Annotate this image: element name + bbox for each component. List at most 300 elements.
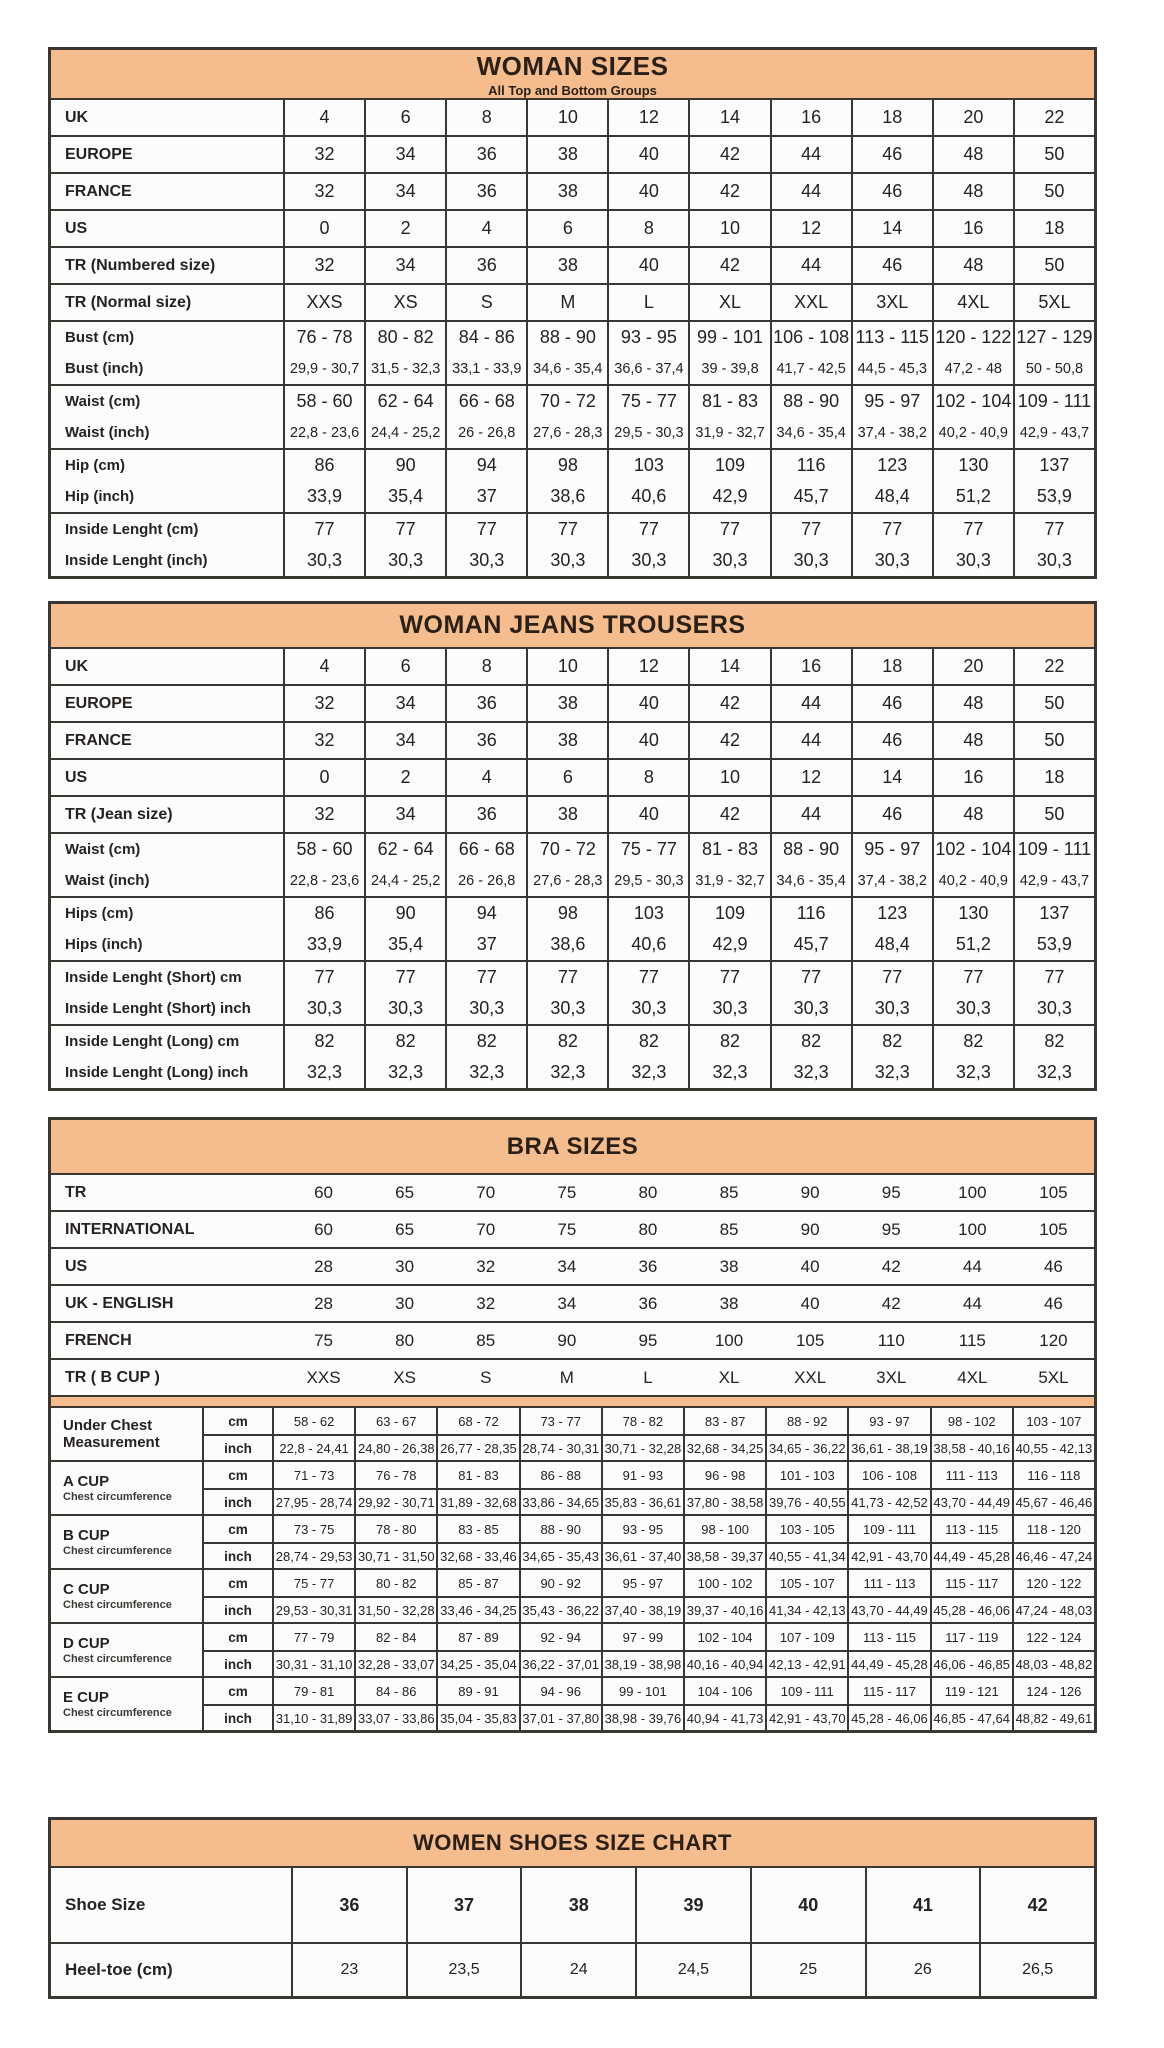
row-group-label — [51, 1570, 202, 1622]
value-cell: 75 - 77 — [272, 1570, 354, 1596]
value-cell: L — [607, 285, 688, 320]
value-cell: 92 - 94 — [519, 1624, 601, 1650]
value-cell: 77 — [526, 962, 607, 993]
value-cell: 39,37 - 40,16 — [683, 1596, 765, 1622]
value-cell: XXS — [283, 285, 364, 320]
value-cell: 45,7 — [770, 481, 851, 512]
row-group-label — [51, 1516, 202, 1568]
value-cell: 65 — [395, 1219, 415, 1239]
value-cell: 44 — [962, 1256, 982, 1276]
value-cell: 14 — [688, 649, 769, 684]
value-cell: 78 - 82 — [601, 1408, 683, 1434]
value-cell: 30,3 — [445, 545, 526, 576]
value-cell: 44 — [770, 797, 851, 832]
value-cell: 99 - 101 — [601, 1678, 683, 1704]
value-cell: 0 — [283, 760, 364, 795]
value-cell: 30,3 — [1013, 545, 1094, 576]
value-cell: 45,28 - 46,06 — [847, 1704, 929, 1730]
value-cell: L — [643, 1367, 653, 1387]
value-cell: 42 — [688, 137, 769, 172]
value-cell: 22 — [1013, 649, 1094, 684]
value-cell: 23 — [291, 1944, 406, 1996]
value-cell: 88 - 90 — [770, 834, 851, 865]
value-cell: 102 - 104 — [683, 1624, 765, 1650]
value-cell: 50 — [1013, 797, 1094, 832]
value-cell: 30,3 — [851, 993, 932, 1024]
row-group — [51, 1247, 1094, 1284]
row-label: UK — [65, 108, 89, 126]
bra-sizes-table — [48, 1117, 1097, 1733]
value-cell: 32,3 — [1013, 1057, 1094, 1088]
value-cell: 96 - 98 — [683, 1462, 765, 1488]
value-cell: 86 — [283, 450, 364, 481]
size-chart-page — [48, 47, 1097, 1999]
value-cell: 14 — [851, 211, 932, 246]
value-cell: 36 — [445, 797, 526, 832]
value-cell: 127 - 129 — [1013, 322, 1094, 353]
row-group — [51, 1210, 1094, 1247]
value-cell: 30,3 — [932, 993, 1013, 1024]
value-cell: 30,3 — [526, 993, 607, 1024]
value-cell: 16 — [770, 649, 851, 684]
value-cell: 81 - 83 — [688, 834, 769, 865]
value-cell: 40 — [607, 137, 688, 172]
value-cell: 36 — [638, 1293, 658, 1313]
row-label: Hip (cm) — [65, 457, 125, 474]
unit-label: cm — [202, 1408, 272, 1434]
value-cell: 77 — [364, 514, 445, 545]
value-cell: 45,28 - 46,06 — [930, 1596, 1012, 1622]
row-group-label-text: Under Chest Measurement — [63, 1416, 160, 1451]
value-cell: 26,5 — [979, 1944, 1094, 1996]
value-cell: 107 - 109 — [765, 1624, 847, 1650]
row-group — [51, 1622, 1094, 1676]
value-cell: 32 — [283, 797, 364, 832]
value-cell: 40,16 - 40,94 — [683, 1650, 765, 1676]
value-cell: 39 - 39,8 — [688, 353, 769, 384]
row-group-label-text: B CUP — [63, 1526, 110, 1544]
row-label: Waist (cm) — [65, 841, 141, 858]
value-cell: 40 — [607, 797, 688, 832]
value-cell: 77 — [283, 514, 364, 545]
value-cell: 18 — [851, 649, 932, 684]
value-cell: 85 — [719, 1219, 739, 1239]
value-cell: 2 — [364, 760, 445, 795]
value-cell: 46 — [851, 686, 932, 721]
value-cell: 33,86 - 34,65 — [519, 1488, 601, 1514]
value-cell: 82 — [283, 1026, 364, 1057]
value-cell: 81 - 83 — [688, 386, 769, 417]
value-cell: 35,4 — [364, 481, 445, 512]
value-cell: 28,74 - 30,31 — [519, 1434, 601, 1460]
value-cell: 44 — [770, 686, 851, 721]
value-cell: 116 - 118 — [1012, 1462, 1094, 1488]
value-cell: 53,9 — [1013, 929, 1094, 960]
value-cell: 32,28 - 33,07 — [354, 1650, 436, 1676]
value-cell: 35,04 - 35,83 — [436, 1704, 518, 1730]
value-cell: 48 — [932, 797, 1013, 832]
value-cell: 77 — [1013, 514, 1094, 545]
value-cell: 78 - 80 — [354, 1516, 436, 1542]
value-cell: 47,24 - 48,03 — [1012, 1596, 1094, 1622]
value-cell: 45,7 — [770, 929, 851, 960]
value-cell: 46 — [851, 797, 932, 832]
row-label: Inside Lenght (Short) inch — [65, 1000, 251, 1017]
value-cell: 32 — [283, 248, 364, 283]
value-cell: 30,3 — [770, 993, 851, 1024]
value-cell: 27,6 - 28,3 — [526, 417, 607, 448]
value-cell: 82 — [688, 1026, 769, 1057]
value-cell: 29,9 - 30,7 — [283, 353, 364, 384]
value-cell: 41,34 - 42,13 — [765, 1596, 847, 1622]
value-cell: 33,07 - 33,86 — [354, 1704, 436, 1730]
value-cell: 44 — [770, 723, 851, 758]
value-cell: 36,6 - 37,4 — [607, 353, 688, 384]
value-cell: 12 — [607, 100, 688, 135]
value-cell: 16 — [932, 760, 1013, 795]
value-cell: 98 - 102 — [930, 1408, 1012, 1434]
value-cell: 32 — [283, 723, 364, 758]
value-cell: 32,3 — [445, 1057, 526, 1088]
row-label: INTERNATIONAL — [65, 1220, 195, 1238]
value-cell: 85 - 87 — [436, 1570, 518, 1596]
value-cell: 4 — [283, 100, 364, 135]
value-cell: 106 - 108 — [770, 322, 851, 353]
value-cell: 10 — [526, 649, 607, 684]
value-cell: 41,7 - 42,5 — [770, 353, 851, 384]
value-cell: 40,55 - 42,13 — [1012, 1434, 1094, 1460]
value-cell: 37 — [445, 481, 526, 512]
value-cell: 38,58 - 40,16 — [930, 1434, 1012, 1460]
value-cell: 77 — [688, 514, 769, 545]
value-cell: 34 — [364, 248, 445, 283]
value-cell: 36 — [445, 686, 526, 721]
row-group — [51, 1676, 1094, 1730]
value-cell: 42,9 - 43,7 — [1013, 417, 1094, 448]
value-cell: 37 — [406, 1868, 521, 1942]
value-cell: 30,71 - 32,28 — [601, 1434, 683, 1460]
row-group-sublabel: Chest circumference — [63, 1707, 172, 1720]
row-group-label — [51, 1678, 202, 1730]
woman-sizes-header — [51, 50, 1094, 100]
value-cell: 80 - 82 — [364, 322, 445, 353]
value-cell: 68 - 72 — [436, 1408, 518, 1434]
value-cell: 46,06 - 46,85 — [930, 1650, 1012, 1676]
value-cell: 116 — [770, 898, 851, 929]
value-cell: 119 - 121 — [930, 1678, 1012, 1704]
value-cell: 40,55 - 41,34 — [765, 1542, 847, 1568]
value-cell: 100 — [958, 1182, 987, 1202]
value-cell: 77 - 79 — [272, 1624, 354, 1650]
value-cell: 38,19 - 38,98 — [601, 1650, 683, 1676]
value-cell: 16 — [932, 211, 1013, 246]
value-cell: 25 — [750, 1944, 865, 1996]
value-cell: 30 — [395, 1293, 415, 1313]
value-cell: 100 - 102 — [683, 1570, 765, 1596]
value-cell: 58 - 60 — [283, 834, 364, 865]
value-cell: 24,80 - 26,38 — [354, 1434, 436, 1460]
row-group-label-text: A CUP — [63, 1472, 110, 1490]
row-label: Inside Lenght (cm) — [65, 521, 199, 538]
value-cell: 34,6 - 35,4 — [770, 865, 851, 896]
value-cell: 89 - 91 — [436, 1678, 518, 1704]
value-cell: 45,67 - 46,46 — [1012, 1488, 1094, 1514]
value-cell: 66 - 68 — [445, 386, 526, 417]
value-cell: 82 - 84 — [354, 1624, 436, 1650]
value-cell: 38,58 - 39,37 — [683, 1542, 765, 1568]
value-cell: 115 - 117 — [930, 1570, 1012, 1596]
value-cell: 73 - 75 — [272, 1516, 354, 1542]
value-cell: 5XL — [1013, 285, 1094, 320]
value-cell: 63 - 67 — [354, 1408, 436, 1434]
value-cell: 41,73 - 42,52 — [847, 1488, 929, 1514]
value-cell: 32,3 — [932, 1057, 1013, 1088]
value-cell: 32,3 — [526, 1057, 607, 1088]
value-cell: 42,9 — [688, 929, 769, 960]
value-cell: 103 — [607, 450, 688, 481]
value-cell: 77 — [688, 962, 769, 993]
value-cell: 34 — [364, 174, 445, 209]
value-cell: 71 - 73 — [272, 1462, 354, 1488]
value-cell: 90 — [557, 1330, 577, 1350]
value-cell: 47,2 - 48 — [932, 353, 1013, 384]
row-label: TR ( B CUP ) — [65, 1368, 160, 1386]
row-group-label-text: D CUP — [63, 1634, 110, 1652]
value-cell: 34,65 - 35,43 — [519, 1542, 601, 1568]
row-label: Waist (cm) — [65, 393, 141, 410]
value-cell: 18 — [1013, 211, 1094, 246]
value-cell: 40 — [800, 1256, 820, 1276]
value-cell: 42,91 - 43,70 — [765, 1704, 847, 1730]
value-cell: 30,3 — [607, 545, 688, 576]
value-cell: 40,2 - 40,9 — [932, 417, 1013, 448]
value-cell: 40,6 — [607, 929, 688, 960]
value-cell: 30,3 — [770, 545, 851, 576]
value-cell: 38,6 — [526, 929, 607, 960]
value-cell: 32,3 — [283, 1057, 364, 1088]
row-label: Hips (cm) — [65, 905, 134, 922]
value-cell: 38 — [526, 174, 607, 209]
value-cell: 76 - 78 — [283, 322, 364, 353]
value-cell: 42 — [881, 1293, 901, 1313]
value-cell: 2 — [364, 211, 445, 246]
value-cell: 105 - 107 — [765, 1570, 847, 1596]
value-cell: 130 — [932, 450, 1013, 481]
value-cell: 90 — [364, 450, 445, 481]
value-cell: 44,49 - 45,28 — [930, 1542, 1012, 1568]
row-label: EUROPE — [65, 145, 133, 163]
value-cell: 37,80 - 38,58 — [683, 1488, 765, 1514]
unit-label: cm — [202, 1462, 272, 1488]
value-cell: 32,3 — [607, 1057, 688, 1088]
value-cell: 30,3 — [526, 545, 607, 576]
row-label: Inside Lenght (inch) — [65, 552, 208, 569]
row-group — [51, 1868, 1094, 1942]
value-cell: 23,5 — [406, 1944, 521, 1996]
value-cell: 51,2 — [932, 481, 1013, 512]
row-group — [51, 1175, 1094, 1210]
value-cell: 118 - 120 — [1012, 1516, 1094, 1542]
value-cell: 40 — [607, 686, 688, 721]
value-cell: 42,9 — [688, 481, 769, 512]
value-cell: 26,77 - 28,35 — [436, 1434, 518, 1460]
value-cell: 30,3 — [688, 993, 769, 1024]
unit-label: inch — [202, 1596, 272, 1622]
row-group-label-text: C CUP — [63, 1580, 110, 1598]
value-cell: 48 — [932, 686, 1013, 721]
row-group — [51, 721, 1094, 758]
value-cell: 31,9 - 32,7 — [688, 865, 769, 896]
value-cell: 6 — [364, 100, 445, 135]
value-cell: 38 — [520, 1868, 635, 1942]
value-cell: 103 - 105 — [765, 1516, 847, 1542]
value-cell: 34 — [364, 797, 445, 832]
value-cell: 31,9 - 32,7 — [688, 417, 769, 448]
value-cell: 77 — [932, 514, 1013, 545]
value-cell: 113 - 115 — [851, 322, 932, 353]
value-cell: 6 — [526, 211, 607, 246]
value-cell: 82 — [445, 1026, 526, 1057]
value-cell: 14 — [851, 760, 932, 795]
value-cell: 98 - 100 — [683, 1516, 765, 1542]
value-cell: 27,95 - 28,74 — [272, 1488, 354, 1514]
value-cell: 30,3 — [364, 545, 445, 576]
value-cell: 0 — [283, 211, 364, 246]
value-cell: 29,53 - 30,31 — [272, 1596, 354, 1622]
row-group — [51, 172, 1094, 209]
value-cell: 44,5 - 45,3 — [851, 353, 932, 384]
row-group — [51, 1460, 1094, 1514]
value-cell: 8 — [445, 649, 526, 684]
value-cell: 115 - 117 — [847, 1678, 929, 1704]
value-cell: 32 — [283, 174, 364, 209]
value-cell: 123 — [851, 450, 932, 481]
row-group — [51, 1942, 1094, 1996]
value-cell: 70 — [476, 1182, 496, 1202]
value-cell: 88 - 92 — [765, 1408, 847, 1434]
value-cell: 50 — [1013, 723, 1094, 758]
row-label: Inside Lenght (Short) cm — [65, 969, 242, 986]
value-cell: 82 — [1013, 1026, 1094, 1057]
row-group — [51, 684, 1094, 721]
value-cell: 95 — [881, 1182, 901, 1202]
value-cell: 84 - 86 — [354, 1678, 436, 1704]
row-group — [51, 1358, 1094, 1395]
value-cell: M — [526, 285, 607, 320]
bra-sizes-header — [51, 1120, 1094, 1175]
value-cell: 40 — [800, 1293, 820, 1313]
value-cell: 34,6 - 35,4 — [770, 417, 851, 448]
row-group — [51, 896, 1094, 960]
value-cell: 109 - 111 — [1013, 386, 1094, 417]
value-cell: 32,3 — [851, 1057, 932, 1088]
value-cell: 34,6 - 35,4 — [526, 353, 607, 384]
value-cell: 104 - 106 — [683, 1678, 765, 1704]
value-cell: 8 — [607, 211, 688, 246]
value-cell: 32 — [476, 1293, 496, 1313]
value-cell: 32,3 — [770, 1057, 851, 1088]
value-cell: 36 — [445, 723, 526, 758]
value-cell: 46 — [1043, 1256, 1063, 1276]
value-cell: 18 — [851, 100, 932, 135]
value-cell: 75 — [557, 1182, 577, 1202]
value-cell: 109 - 111 — [847, 1516, 929, 1542]
women-shoes-table — [48, 1817, 1097, 1999]
value-cell: 34 — [364, 137, 445, 172]
value-cell: 37 — [445, 929, 526, 960]
value-cell: 80 — [395, 1330, 415, 1350]
value-cell: 65 — [395, 1182, 415, 1202]
row-label: TR (Numbered size) — [65, 256, 216, 274]
value-cell: 77 — [364, 962, 445, 993]
value-cell: 36 — [638, 1256, 658, 1276]
value-cell: 4 — [445, 760, 526, 795]
value-cell: 122 - 124 — [1012, 1624, 1094, 1650]
value-cell: 110 — [877, 1330, 905, 1350]
value-cell: 24,5 — [635, 1944, 750, 1996]
value-cell: 88 - 90 — [526, 322, 607, 353]
value-cell: 50 — [1013, 686, 1094, 721]
bra-sizes-grid — [51, 1175, 1094, 1395]
value-cell: 76 - 78 — [354, 1462, 436, 1488]
row-label: Waist (inch) — [65, 424, 150, 441]
value-cell: XL — [688, 285, 769, 320]
value-cell: 30,71 - 31,50 — [354, 1542, 436, 1568]
row-group — [51, 283, 1094, 320]
row-group — [51, 1024, 1094, 1088]
women-shoes-header — [51, 1820, 1094, 1868]
value-cell: 101 - 103 — [765, 1462, 847, 1488]
value-cell: 10 — [526, 100, 607, 135]
value-cell: 12 — [770, 760, 851, 795]
woman-jeans-table — [48, 601, 1097, 1091]
unit-label: inch — [202, 1650, 272, 1676]
value-cell: 103 - 107 — [1012, 1408, 1094, 1434]
value-cell: 77 — [851, 514, 932, 545]
value-cell: 40,94 - 41,73 — [683, 1704, 765, 1730]
value-cell: 80 — [638, 1182, 658, 1202]
value-cell: 35,83 - 36,61 — [601, 1488, 683, 1514]
value-cell: 48 — [932, 137, 1013, 172]
value-cell: 26 — [865, 1944, 980, 1996]
value-cell: 95 - 97 — [851, 386, 932, 417]
value-cell: 93 - 97 — [847, 1408, 929, 1434]
unit-label: inch — [202, 1488, 272, 1514]
value-cell: 32 — [283, 686, 364, 721]
value-cell: 30,3 — [445, 993, 526, 1024]
value-cell: 94 - 96 — [519, 1678, 601, 1704]
value-cell: 46,46 - 47,24 — [1012, 1542, 1094, 1568]
value-cell: 137 — [1013, 450, 1094, 481]
value-cell: 102 - 104 — [932, 834, 1013, 865]
value-cell: 24 — [520, 1944, 635, 1996]
value-cell: 12 — [770, 211, 851, 246]
value-cell: 77 — [445, 514, 526, 545]
row-label: Hips (inch) — [65, 936, 143, 953]
value-cell: 99 - 101 — [688, 322, 769, 353]
value-cell: 44 — [770, 137, 851, 172]
value-cell: 51,2 — [932, 929, 1013, 960]
value-cell: XXL — [794, 1367, 827, 1387]
value-cell: 82 — [607, 1026, 688, 1057]
value-cell: 98 — [526, 450, 607, 481]
value-cell: 93 - 95 — [607, 322, 688, 353]
value-cell: 116 — [770, 450, 851, 481]
value-cell: 20 — [932, 100, 1013, 135]
value-cell: 109 - 111 — [765, 1678, 847, 1704]
value-cell: 37,4 - 38,2 — [851, 417, 932, 448]
woman-jeans-title: WOMAN JEANS TROUSERS — [399, 611, 746, 639]
